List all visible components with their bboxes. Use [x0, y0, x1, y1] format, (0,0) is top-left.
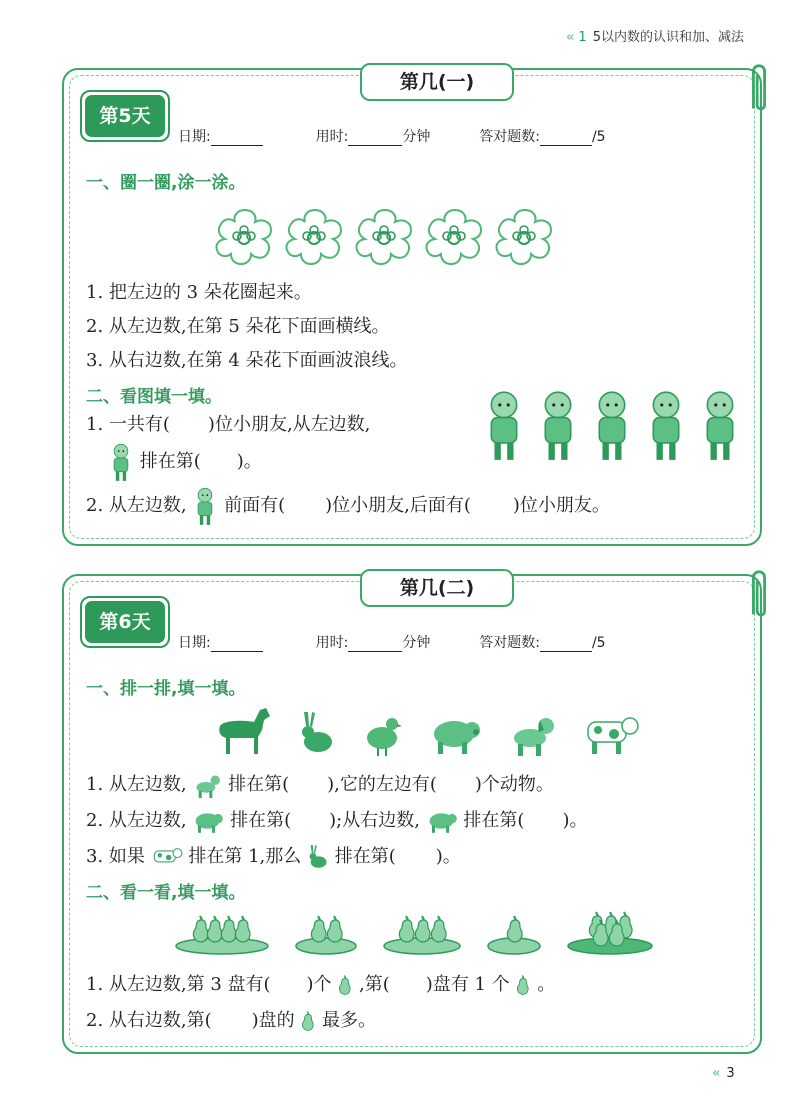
question-4-line2: [108, 442, 262, 482]
time-label: 用时:: [315, 129, 349, 145]
cow-icon: [151, 844, 183, 870]
question-3: 3. 从右边数,在第 4 朵花下面画波浪线。: [86, 350, 408, 371]
dog-icon[interactable]: [508, 712, 556, 756]
section-heading-2: 二、看图填一填。: [86, 387, 222, 407]
question-4-line1: [86, 410, 370, 436]
date-field[interactable]: [211, 651, 263, 652]
horse-icon[interactable]: [214, 704, 272, 756]
question-text: )。: [562, 810, 588, 831]
plate-icon[interactable]: [382, 910, 462, 956]
question-1: 1. 把左边的 3 朵花圈起来。: [86, 282, 312, 303]
day-label: 第6天: [85, 601, 165, 643]
section-heading-2: 二、看一看,填一填。: [86, 883, 246, 903]
section-heading-1: 一、圈一圈,涂一涂。: [86, 173, 246, 193]
day-badge: [80, 596, 170, 648]
time-field[interactable]: [348, 651, 402, 652]
question-5: [86, 486, 610, 526]
question-text: 2. 从右边数,第(: [86, 1010, 212, 1031]
time-field[interactable]: [348, 145, 402, 146]
day-badge: [80, 90, 170, 142]
child-icon[interactable]: [644, 388, 688, 462]
score-label: 答对题数:: [479, 635, 540, 651]
question-3: [86, 842, 461, 870]
chapter-number: 1: [578, 30, 587, 45]
chicken-icon[interactable]: [362, 712, 402, 756]
meta-row: [178, 126, 606, 146]
child-icon: [108, 442, 134, 482]
question-2: [86, 806, 587, 834]
day-label: 第5天: [85, 95, 165, 137]
children-row: [482, 388, 742, 462]
chapter-title: 5以内数的认识和加、减法: [592, 30, 744, 45]
question-text: )位小朋友。: [512, 495, 610, 516]
lesson-card-day6: [62, 574, 762, 1054]
dog-icon: [192, 772, 222, 798]
flower-icon[interactable]: [352, 204, 416, 268]
question-text: 2. 从左边数,: [86, 810, 187, 831]
animal-row: [214, 704, 640, 756]
chevron-icon: «: [566, 30, 575, 45]
pear-icon: [300, 1008, 316, 1034]
question-text: 排在第(: [463, 810, 525, 831]
question-text: ),它的左边有(: [327, 774, 437, 795]
pig-icon[interactable]: [428, 712, 482, 756]
question-text: 3. 如果: [86, 846, 145, 867]
time-label: 用时:: [315, 635, 349, 651]
question-text: )个: [306, 974, 332, 995]
pig-icon: [192, 808, 224, 834]
plate-icon[interactable]: [566, 910, 654, 956]
child-icon[interactable]: [536, 388, 580, 462]
question-text: )位小朋友,从左边数,: [207, 414, 371, 435]
time-unit: 分钟: [402, 635, 431, 651]
rabbit-icon[interactable]: [298, 710, 336, 756]
child-icon[interactable]: [482, 388, 526, 462]
question-text: 1. 从左边数,: [86, 774, 187, 795]
question-text: 排在第(: [139, 451, 201, 472]
flower-icon[interactable]: [492, 204, 556, 268]
flower-icon[interactable]: [422, 204, 486, 268]
question-text: 排在第 1,那么: [188, 846, 302, 867]
pig-icon: [426, 808, 458, 834]
question-text: )盘有 1 个: [425, 974, 510, 995]
question-text: 排在第(: [230, 810, 292, 831]
child-icon[interactable]: [698, 388, 742, 462]
score-total: /5: [591, 635, 606, 651]
rabbit-icon: [307, 844, 329, 870]
question-text: )位小朋友,后面有(: [325, 495, 471, 516]
question-text: )盘的: [251, 1010, 295, 1031]
question-text: );从右边数,: [329, 810, 420, 831]
question-text: 最多。: [322, 1010, 377, 1031]
question-text: 2. 从左边数,: [86, 495, 187, 516]
plate-icon[interactable]: [174, 910, 270, 956]
date-label: 日期:: [178, 129, 211, 145]
flower-icon[interactable]: [282, 204, 346, 268]
date-label: 日期:: [178, 635, 211, 651]
plate-row: [174, 910, 654, 956]
date-field[interactable]: [211, 145, 263, 146]
meta-row: [178, 632, 606, 652]
question-text: 排在第(: [228, 774, 290, 795]
lesson-card-day5: [62, 68, 762, 546]
question-text: )。: [435, 846, 461, 867]
question-text: 排在第(: [334, 846, 396, 867]
page-footer: [712, 1066, 735, 1081]
question-text: 。: [537, 974, 556, 995]
question-text: ,第(: [359, 974, 390, 995]
page-number: 3: [726, 1066, 735, 1081]
question-4: [86, 970, 555, 998]
paperclip-icon: [746, 566, 772, 624]
score-total: /5: [591, 129, 606, 145]
question-5: [86, 1006, 376, 1034]
paperclip-icon: [746, 60, 772, 118]
flower-row: [212, 204, 556, 268]
question-text: 1. 一共有(: [86, 414, 170, 435]
question-text: 前面有(: [224, 495, 286, 516]
score-field[interactable]: [540, 651, 592, 652]
plate-icon[interactable]: [294, 910, 358, 956]
card-title: 第几(二): [360, 569, 514, 607]
section-heading-1: 一、排一排,填一填。: [86, 679, 246, 699]
card-title: 第几(一): [360, 63, 514, 101]
pear-icon: [515, 972, 531, 998]
chevron-icon: «: [712, 1066, 721, 1081]
page-header: [566, 26, 744, 45]
pear-icon: [337, 972, 353, 998]
score-field[interactable]: [540, 145, 592, 146]
flower-icon[interactable]: [212, 204, 276, 268]
cow-icon[interactable]: [582, 710, 640, 756]
question-text: )个动物。: [474, 774, 554, 795]
question-text: )。: [236, 451, 262, 472]
question-text: 1. 从左边数,第 3 盘有(: [86, 974, 271, 995]
question-2: 2. 从左边数,在第 5 朵花下面画横线。: [86, 316, 390, 337]
child-icon[interactable]: [590, 388, 634, 462]
plate-icon[interactable]: [486, 910, 542, 956]
child-icon: [192, 486, 218, 526]
question-1: [86, 770, 554, 798]
time-unit: 分钟: [402, 129, 431, 145]
score-label: 答对题数:: [479, 129, 540, 145]
